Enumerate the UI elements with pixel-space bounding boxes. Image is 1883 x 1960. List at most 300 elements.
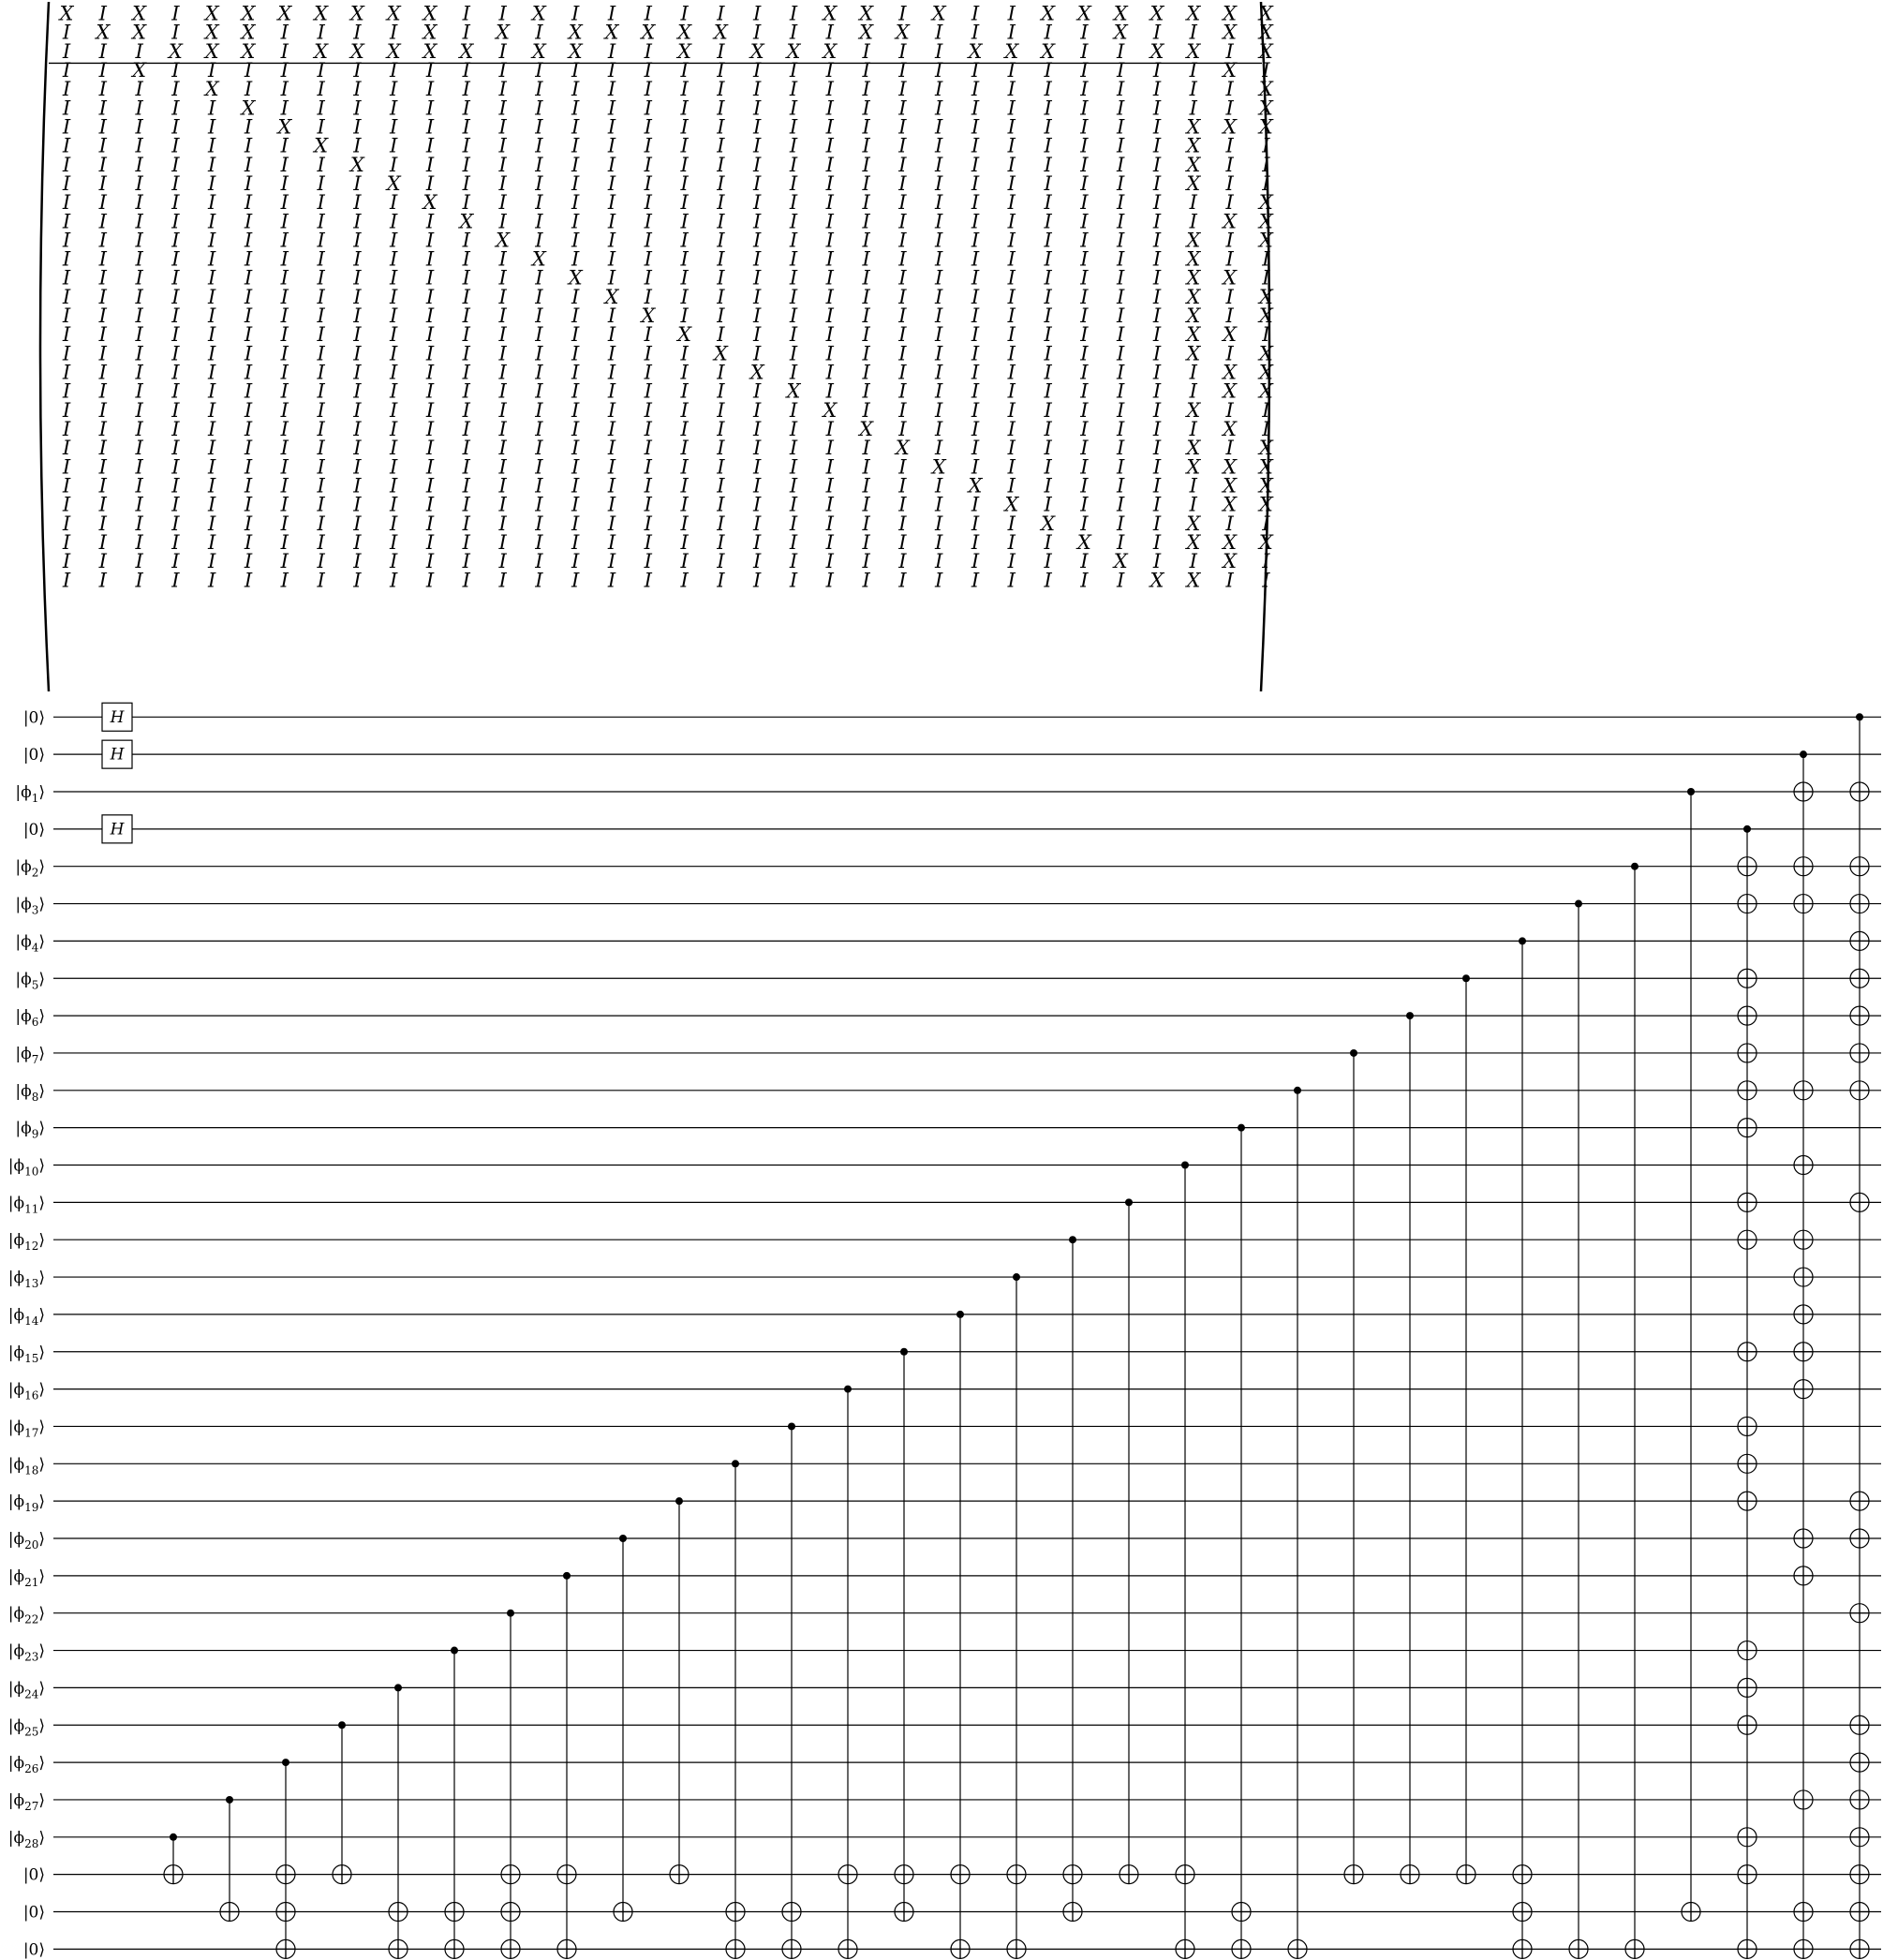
cnot-target (1738, 1715, 1757, 1734)
qubit-label: $|\phi_{23}⟩$ (7, 1641, 45, 1664)
matrix-entry: I (244, 455, 253, 479)
matrix-entry: I (1117, 474, 1125, 497)
matrix-entry: X (349, 153, 364, 176)
matrix-entry: I (1152, 512, 1162, 535)
matrix-entry: I (1044, 191, 1052, 215)
matrix-entry: I (280, 58, 289, 82)
matrix-entry: I (280, 191, 289, 215)
matrix-entry: I (280, 285, 289, 308)
matrix-entry: I (62, 304, 71, 328)
matrix-entry: I (535, 455, 543, 479)
matrix-entry: I (171, 247, 180, 271)
matrix-entry: X (1186, 323, 1201, 347)
matrix-entry: I (390, 512, 398, 535)
matrix-entry: I (971, 512, 980, 535)
matrix-entry: I (62, 530, 71, 554)
matrix-entry: I (171, 266, 180, 290)
matrix-entry: I (753, 398, 762, 422)
matrix-entry: I (680, 455, 689, 479)
matrix-entry: I (1225, 78, 1234, 101)
matrix-entry: I (535, 210, 543, 233)
matrix-entry: I (1225, 191, 1234, 215)
matrix-entry: I (208, 134, 216, 157)
cnot-target (1850, 931, 1869, 950)
matrix-entry: I (935, 97, 943, 120)
matrix-entry: X (823, 398, 838, 422)
matrix-entry: I (717, 58, 725, 82)
matrix-entry: I (607, 210, 616, 233)
matrix-entry: I (862, 512, 870, 535)
matrix-entry: I (171, 21, 180, 44)
matrix-entry: I (1189, 379, 1197, 403)
matrix-entry: I (535, 191, 543, 215)
matrix-entry: I (717, 437, 725, 460)
matrix-entry: I (825, 229, 834, 252)
cnot-target (389, 1939, 408, 1958)
matrix-entry: I (935, 266, 943, 290)
matrix-entry: I (135, 210, 143, 233)
matrix-entry: I (825, 361, 834, 384)
matrix-entry: I (680, 437, 689, 460)
matrix-entry: I (62, 266, 71, 290)
matrix-entry: I (680, 171, 689, 195)
matrix-entry: I (971, 455, 980, 479)
cnot-control-dot (394, 1684, 402, 1691)
qubit-label: $|\phi_{16}⟩$ (7, 1380, 45, 1403)
matrix-entry: X (1258, 21, 1273, 44)
matrix-entry: X (1004, 493, 1019, 516)
matrix-entry: I (353, 379, 362, 403)
matrix-entry: I (753, 455, 762, 479)
matrix-entry: I (898, 342, 907, 365)
cnot-control-dot (1013, 1273, 1020, 1281)
matrix-entry: I (317, 247, 325, 271)
matrix-entry: I (644, 342, 652, 365)
matrix-entry: I (1007, 398, 1016, 422)
matrix-entry: X (1186, 39, 1201, 63)
matrix-entry: I (535, 493, 543, 516)
matrix-entry: X (1186, 171, 1201, 195)
matrix-entry: I (862, 97, 870, 120)
matrix-entry: I (135, 474, 143, 497)
matrix-entry: I (462, 78, 470, 101)
matrix-entry: I (498, 247, 507, 271)
matrix-entry: I (935, 493, 943, 516)
matrix-entry: I (425, 78, 435, 101)
matrix-entry: I (680, 530, 689, 554)
cnot-target (1569, 1939, 1588, 1958)
matrix-entry: I (135, 361, 143, 384)
cnot-target (1850, 1903, 1869, 1922)
matrix-entry: I (753, 78, 762, 101)
matrix-entry: I (62, 134, 71, 157)
matrix-entry: I (1262, 550, 1270, 573)
matrix-entry: I (862, 455, 870, 479)
matrix-entry: X (641, 304, 656, 328)
matrix-entry: I (1152, 530, 1162, 554)
matrix-entry: I (535, 474, 543, 497)
matrix-entry: I (971, 171, 980, 195)
matrix-entry: I (1007, 21, 1016, 44)
matrix-entry: I (244, 323, 253, 347)
matrix-entry: I (98, 97, 107, 120)
matrix-entry: I (680, 379, 689, 403)
qubit-label: $|\phi_9⟩$ (15, 1119, 45, 1141)
matrix-entry: X (1113, 21, 1128, 44)
matrix-entry: I (607, 474, 616, 497)
matrix-entry: I (244, 418, 253, 441)
cnot-target (1850, 1044, 1869, 1062)
matrix-entry: I (753, 323, 762, 347)
matrix-entry: X (168, 39, 183, 63)
matrix-entry: I (825, 210, 834, 233)
matrix-entry: I (607, 39, 616, 63)
matrix-entry: I (62, 418, 71, 441)
matrix-entry: I (353, 474, 362, 497)
matrix-entry: I (935, 379, 943, 403)
matrix-entry: I (571, 455, 580, 479)
qubit-label: $|\phi_{22}⟩$ (7, 1604, 45, 1626)
matrix-entry: I (935, 361, 943, 384)
matrix-entry: I (317, 323, 325, 347)
matrix-entry: I (353, 304, 362, 328)
cnot-control-dot (282, 1759, 289, 1766)
matrix-entry: I (1007, 455, 1016, 479)
matrix-entry: I (244, 266, 253, 290)
matrix-entry: I (171, 2, 180, 25)
matrix-entry: I (425, 530, 435, 554)
matrix-entry: I (717, 247, 725, 271)
matrix-entry: I (717, 285, 725, 308)
matrix-entry: I (1117, 210, 1125, 233)
matrix-entry: I (862, 569, 870, 592)
matrix-entry: I (208, 550, 216, 573)
matrix-entry: I (498, 115, 507, 139)
matrix-entry: I (244, 115, 253, 139)
matrix-entry: I (935, 39, 943, 63)
cnot-target (276, 1903, 295, 1922)
cnot-target (1738, 1343, 1757, 1361)
matrix-entry: I (498, 58, 507, 82)
matrix-entry: X (459, 210, 474, 233)
cnot-target (1794, 1567, 1813, 1585)
matrix-entry: I (789, 493, 798, 516)
matrix-entry: X (241, 39, 256, 63)
matrix-entry: X (1258, 361, 1273, 384)
matrix-entry: X (1186, 266, 1201, 290)
matrix-entry: I (753, 530, 762, 554)
qubit-label: $|\phi_2⟩$ (15, 857, 45, 880)
cnot-target (1513, 1939, 1532, 1958)
matrix-entry: I (171, 418, 180, 441)
matrix-entry: I (644, 418, 652, 441)
matrix-entry: I (317, 418, 325, 441)
matrix-entry: I (644, 134, 652, 157)
matrix-entry: I (353, 550, 362, 573)
cnot-target (1794, 1343, 1813, 1361)
matrix-entry: I (425, 342, 435, 365)
matrix-entry: I (971, 323, 980, 347)
matrix-entry: I (1044, 493, 1052, 516)
matrix-entry: I (1189, 191, 1197, 215)
matrix-entry: I (644, 493, 652, 516)
matrix-entry: I (1262, 512, 1270, 535)
matrix-entry: I (171, 229, 180, 252)
matrix-entry: I (62, 455, 71, 479)
matrix-entry: I (1044, 78, 1052, 101)
matrix-entry: I (280, 361, 289, 384)
cnot-target (1682, 1903, 1700, 1922)
matrix-entry: I (498, 342, 507, 365)
matrix-entry: I (607, 512, 616, 535)
matrix-entry: I (1152, 247, 1162, 271)
matrix-entry: I (1225, 342, 1234, 365)
matrix-entry: X (1258, 493, 1273, 516)
matrix-entry: I (971, 210, 980, 233)
matrix-entry: I (717, 115, 725, 139)
matrix-entry: X (241, 21, 256, 44)
matrix-entry: I (825, 493, 834, 516)
matrix-entry: I (171, 361, 180, 384)
matrix-entry: I (607, 171, 616, 195)
matrix-entry: I (571, 134, 580, 157)
matrix-entry: I (1007, 247, 1016, 271)
matrix-entry: X (1258, 342, 1273, 365)
cnot-target (782, 1903, 801, 1922)
matrix-entry: I (1262, 247, 1270, 271)
matrix-entry: I (317, 153, 325, 176)
matrix-entry: I (462, 58, 470, 82)
matrix-entry: I (571, 58, 580, 82)
matrix-entry: I (935, 210, 943, 233)
matrix-entry: I (498, 455, 507, 479)
qubit-label: $|\phi_{13}⟩$ (7, 1269, 45, 1291)
matrix-entry: I (971, 342, 980, 365)
matrix-entry: I (753, 115, 762, 139)
matrix-entry: I (280, 97, 289, 120)
matrix-entry: I (1189, 21, 1197, 44)
matrix-entry: I (898, 398, 907, 422)
cnot-target (501, 1903, 520, 1922)
cnot-target (1738, 1678, 1757, 1697)
cnot-target (1738, 1865, 1757, 1884)
cnot-target (1794, 1790, 1813, 1809)
matrix-entry: X (1186, 342, 1201, 365)
matrix-entry: I (462, 493, 470, 516)
qubit-label: $|\phi_8⟩$ (15, 1081, 45, 1104)
matrix-entry: X (314, 134, 329, 157)
matrix-entry: I (1007, 418, 1016, 441)
cnot-target (1513, 1865, 1532, 1884)
matrix-entry: I (244, 153, 253, 176)
matrix-entry: I (1117, 512, 1125, 535)
matrix-entry: I (607, 342, 616, 365)
matrix-entry: I (280, 21, 289, 44)
matrix-entry: I (935, 58, 943, 82)
matrix-entry: I (353, 512, 362, 535)
matrix-entry: I (317, 191, 325, 215)
matrix-entry: I (1044, 153, 1052, 176)
matrix-entry: I (1080, 171, 1089, 195)
matrix-entry: I (135, 569, 143, 592)
matrix-entry: I (1152, 134, 1162, 157)
matrix-entry: X (931, 2, 946, 25)
matrix-entry: I (62, 474, 71, 497)
matrix-entry: X (496, 229, 511, 252)
qubit-label: $|\phi_{10}⟩$ (7, 1156, 45, 1179)
matrix-entry: I (1007, 361, 1016, 384)
matrix-entry: I (98, 266, 107, 290)
qubit-label: $|\phi_{11}⟩$ (7, 1194, 45, 1216)
matrix-entry: I (135, 304, 143, 328)
cnot-target (1794, 895, 1813, 913)
matrix-entry: I (935, 78, 943, 101)
matrix-entry: I (789, 437, 798, 460)
cnot-target (726, 1903, 745, 1922)
matrix-entry: I (317, 550, 325, 573)
matrix-entry: I (244, 530, 253, 554)
cnot-target (1794, 857, 1813, 876)
matrix-entry: I (571, 153, 580, 176)
matrix-entry: I (1262, 171, 1270, 195)
matrix-entry: I (62, 342, 71, 365)
matrix-entry: I (1225, 171, 1234, 195)
matrix-entry: I (753, 418, 762, 441)
matrix-entry: I (1152, 97, 1162, 120)
matrix-entry: I (317, 304, 325, 328)
matrix-entry: I (208, 58, 216, 82)
matrix-entry: I (171, 455, 180, 479)
matrix-entry: I (1080, 493, 1089, 516)
matrix-entry: I (1007, 342, 1016, 365)
matrix-entry: I (171, 437, 180, 460)
matrix-entry: I (571, 229, 580, 252)
matrix-entry: I (462, 97, 470, 120)
matrix-entry: I (462, 474, 470, 497)
matrix-entry: I (753, 191, 762, 215)
matrix-entry: I (753, 493, 762, 516)
matrix-entry: I (1044, 398, 1052, 422)
matrix-entry: I (1117, 39, 1125, 63)
matrix-entry: I (498, 97, 507, 120)
matrix-entry: X (1258, 229, 1273, 252)
cnot-target (1176, 1865, 1194, 1884)
matrix-entry: I (1007, 229, 1016, 252)
matrix-entry: I (317, 210, 325, 233)
matrix-entry: X (749, 361, 764, 384)
matrix-entry: I (898, 304, 907, 328)
matrix-entry: X (1258, 78, 1273, 101)
cnot-target (1063, 1903, 1082, 1922)
cnot-control-dot (1350, 1049, 1357, 1057)
matrix-entry: I (607, 379, 616, 403)
matrix-entry: I (789, 304, 798, 328)
matrix-entry: I (1080, 342, 1089, 365)
matrix-entry: I (898, 455, 907, 479)
matrix-entry: I (1007, 474, 1016, 497)
matrix-entry: I (62, 493, 71, 516)
matrix-entry: I (498, 78, 507, 101)
matrix-entry: I (390, 229, 398, 252)
matrix-entry: I (62, 247, 71, 271)
matrix-entry: X (277, 115, 292, 139)
matrix-entry: X (204, 2, 219, 25)
matrix-entry: I (62, 229, 71, 252)
matrix-entry: I (1117, 285, 1125, 308)
qubit-label: $|\phi_{28}⟩$ (7, 1828, 45, 1850)
matrix-entry: I (317, 342, 325, 365)
matrix-entry: I (571, 550, 580, 573)
matrix-entry: I (135, 191, 143, 215)
matrix-entry: I (498, 171, 507, 195)
matrix-entry: X (1223, 474, 1238, 497)
matrix-entry: I (98, 398, 107, 422)
matrix-entry: I (789, 97, 798, 120)
matrix-entry: I (98, 493, 107, 516)
matrix-entry: I (1152, 437, 1162, 460)
matrix-entry: X (968, 474, 983, 497)
matrix-entry: I (607, 437, 616, 460)
matrix-entry: I (98, 418, 107, 441)
matrix-entry: I (353, 266, 362, 290)
matrix-entry: I (317, 361, 325, 384)
matrix-entry: X (1149, 2, 1164, 25)
matrix-entry: I (280, 210, 289, 233)
matrix-entry: I (280, 437, 289, 460)
matrix-entry: I (971, 569, 980, 592)
cnot-control-dot (956, 1311, 964, 1318)
matrix-entry: I (425, 361, 435, 384)
matrix-entry: I (390, 153, 398, 176)
matrix-entry: I (535, 398, 543, 422)
matrix-entry: I (971, 134, 980, 157)
matrix-entry: I (317, 437, 325, 460)
cnot-target (1232, 1939, 1251, 1958)
matrix-entry: I (535, 153, 543, 176)
matrix-entry: I (498, 512, 507, 535)
matrix-entry: I (825, 115, 834, 139)
matrix-entry: I (462, 153, 470, 176)
matrix-entry: I (789, 342, 798, 365)
matrix-entry: X (859, 21, 874, 44)
matrix-entry: I (62, 398, 71, 422)
matrix-entry: X (204, 21, 219, 44)
matrix-entry: I (280, 266, 289, 290)
cnot-target (1794, 782, 1813, 801)
matrix-entry: I (98, 285, 107, 308)
matrix-entry: I (717, 550, 725, 573)
matrix-entry: I (208, 115, 216, 139)
matrix-entry: I (571, 304, 580, 328)
matrix-entry: I (353, 398, 362, 422)
cnot-target (1850, 1753, 1869, 1772)
matrix-entry: I (898, 171, 907, 195)
matrix-entry: I (607, 418, 616, 441)
cnot-target (1738, 1454, 1757, 1473)
matrix-entry: I (1117, 418, 1125, 441)
matrix-entry: X (531, 39, 546, 63)
matrix-entry: I (135, 39, 143, 63)
cnot-control-dot (1406, 1012, 1414, 1019)
matrix-entry: I (98, 2, 107, 25)
cnot-target (445, 1939, 464, 1958)
matrix-entry: I (607, 229, 616, 252)
matrix-entry: I (535, 323, 543, 347)
matrix-entry: I (244, 474, 253, 497)
matrix-entry: I (1080, 97, 1089, 120)
matrix-entry: I (171, 210, 180, 233)
matrix-entry: I (1117, 398, 1125, 422)
